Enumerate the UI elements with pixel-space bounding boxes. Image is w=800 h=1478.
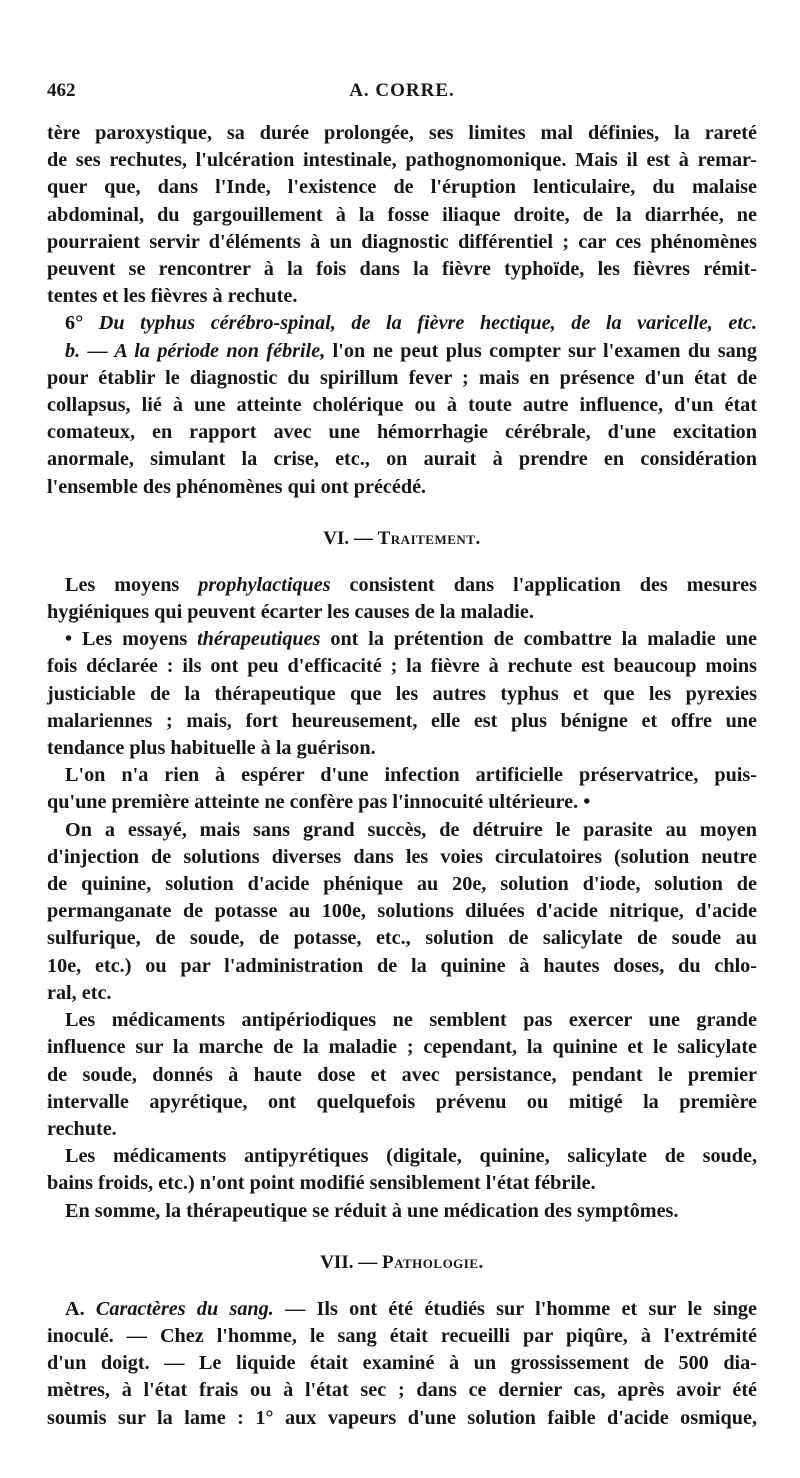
text-line	[47, 338, 757, 365]
text-line: tère paroxystique, sa durée prolongée, ses limites mal définies, la rareté	[47, 122, 757, 144]
text-line: hygiéniques qui peuvent écarter les causes de la maladie.	[47, 601, 534, 624]
item-b-rest: l'on ne peut plus compter sur l'examen du sang	[325, 339, 757, 362]
section-title: Traitement.	[377, 527, 481, 549]
text-line: 10e, etc.) ou par l'administration de la quinine à hautes doses, du chlo-	[47, 954, 757, 977]
text-span: Les moyens	[65, 573, 199, 596]
paragraph-summary: En somme, la thérapeutique se réduit à une médication des symptômes.	[65, 1199, 679, 1222]
page-header	[47, 80, 757, 120]
paragraph-prophylactic	[47, 572, 757, 626]
text-line	[47, 572, 757, 599]
section-number: VII. —	[320, 1251, 382, 1273]
text-line: de quinine, solution d'acide phénique au 20e, solution d'iode, solution de	[47, 873, 757, 896]
paragraph-blood-characters	[47, 1296, 757, 1432]
text-line: collapsus, lié à une atteinte cholérique ou à toute autre influence, d'un état	[47, 394, 757, 417]
paragraph-antipyretic	[47, 1143, 757, 1197]
running-title: A. CORRE.	[349, 80, 455, 101]
text-line: On a essayé, mais sans grand succès, de détruire le parasite au moyen	[65, 818, 757, 841]
text-line: sulfurique, de soude, de potasse, etc., solution de salicylate de soude au	[47, 927, 757, 950]
text-span: A.	[65, 1297, 96, 1320]
text-line: quer que, dans l'Inde, l'existence de l'éruption lenticulaire, du malaise	[47, 176, 757, 199]
text-line: de ses rechutes, l'ulcération intestinale, pathognomonique. Mais il est à remar-	[47, 149, 757, 172]
section-heading-pathologie	[47, 1249, 757, 1276]
paragraph-injections	[47, 817, 757, 1007]
text-line: qu'une première atteinte ne confère pas l'innocuité ultérieure. •	[47, 791, 591, 814]
text-line: inoculé. — Chez l'homme, le sang était recueilli par piqûre, à l'extrémité	[47, 1324, 757, 1347]
text-line: tentes et les fièvres à rechute.	[47, 285, 298, 308]
paragraph-non-febrile	[47, 338, 757, 501]
emphasis: prophylactiques	[198, 573, 331, 596]
paragraph-antiperiodic	[47, 1007, 757, 1143]
section-heading-traitement	[47, 525, 757, 552]
text-line: Les médicaments antipériodiques ne semblent pas exercer une grande	[65, 1009, 757, 1032]
section-number: VI. —	[323, 527, 378, 549]
text-line: d'injection de solutions diverses dans les voies circulatoires (solution neutre	[47, 845, 757, 868]
text-line: malariennes ; mais, fort heureusement, elle est plus bénigne et offre une	[47, 709, 757, 732]
text-span: ont la prétention de combattre la maladie une	[320, 628, 757, 651]
paragraph-therapeutic	[47, 626, 757, 762]
item-b-label: b. — A la période non fébrile,	[65, 339, 326, 362]
text-line: intervalle apyrétique, ont quelquefois prévenu ou mitigé la première	[47, 1090, 757, 1113]
paragraph-diagnostic-typhoid	[47, 120, 757, 310]
text-line: l'ensemble des phénomènes qui ont précédé.	[47, 475, 427, 498]
text-line: tendance plus habituelle à la guérison.	[47, 737, 376, 760]
text-line: justiciable de la thérapeutique que les autres typhus et que les pyrexies	[47, 682, 757, 705]
text-line: Les médicaments antipyrétiques (digitale, quinine, salicylate de soude,	[65, 1145, 757, 1168]
text-line: permanganate de potasse au 100e, solutions diluées d'acide nitrique, d'acide	[47, 900, 757, 923]
text-line: de soude, donnés à haute dose et avec persistance, pendant le premier	[47, 1063, 757, 1086]
text-line: bains froids, etc.) n'ont point modifié sensiblement l'état fébrile.	[47, 1172, 596, 1195]
book-page	[47, 80, 757, 1432]
item-6-prefix: 6°	[65, 312, 99, 335]
text-line: fois déclarée : ils ont peu d'efficacité ; la fièvre à rechute est beaucoup moins	[47, 655, 757, 678]
page-number: 462	[47, 80, 76, 101]
text-line: ral, etc.	[47, 981, 112, 1004]
text-line: abdominal, du gargouillement à la fosse iliaque droite, de la diarrhée, ne	[47, 203, 757, 226]
text-line: influence sur la marche de la maladie ; cependant, la quinine et le salicylate	[47, 1036, 757, 1059]
text-line: rechute.	[47, 1117, 117, 1140]
text-line: mètres, à l'état frais ou à l'état sec ; dans ce dernier cas, après avoir été	[47, 1379, 757, 1402]
text-span: consistent dans l'application des mesures	[330, 573, 757, 596]
text-line	[47, 626, 757, 653]
emphasis: thérapeutiques	[197, 628, 321, 651]
section-title: Pathologie.	[381, 1251, 484, 1273]
text-line: soumis sur la lame : 1° aux vapeurs d'une solution faible d'acide osmique,	[47, 1406, 757, 1429]
emphasis: Caractères du sang.	[95, 1297, 274, 1320]
text-line: pour établir le diagnostic du spirillum fever ; mais en présence d'un état de	[47, 366, 757, 389]
item-6-text: Du typhus cérébro-spinal, de la fièvre hectique, de la varicelle, etc.	[98, 312, 757, 335]
paragraph-infection	[47, 762, 757, 816]
text-line: anormale, simulant la crise, etc., on aurait à prendre en considération	[47, 448, 757, 471]
text-line	[47, 1296, 757, 1323]
text-line: L'on n'a rien à espérer d'une infection artificielle préservatrice, puis-	[65, 764, 757, 787]
text-span: • Les moyens	[65, 628, 198, 651]
text-line: pourraient servir d'éléments à un diagnostic différentiel ; car ces phénomènes	[47, 230, 757, 253]
text-line: d'un doigt. — Le liquide était examiné à un grossissement de 500 dia-	[47, 1352, 757, 1375]
text-span: — Ils ont été étudiés sur l'homme et sur le singe	[273, 1297, 757, 1320]
text-line: peuvent se rencontrer à la fois dans la fièvre typhoïde, les fièvres rémit-	[47, 258, 757, 281]
text-line: comateux, en rapport avec une hémorrhagie cérébrale, d'une excitation	[47, 421, 757, 444]
item-6-line	[47, 310, 757, 337]
